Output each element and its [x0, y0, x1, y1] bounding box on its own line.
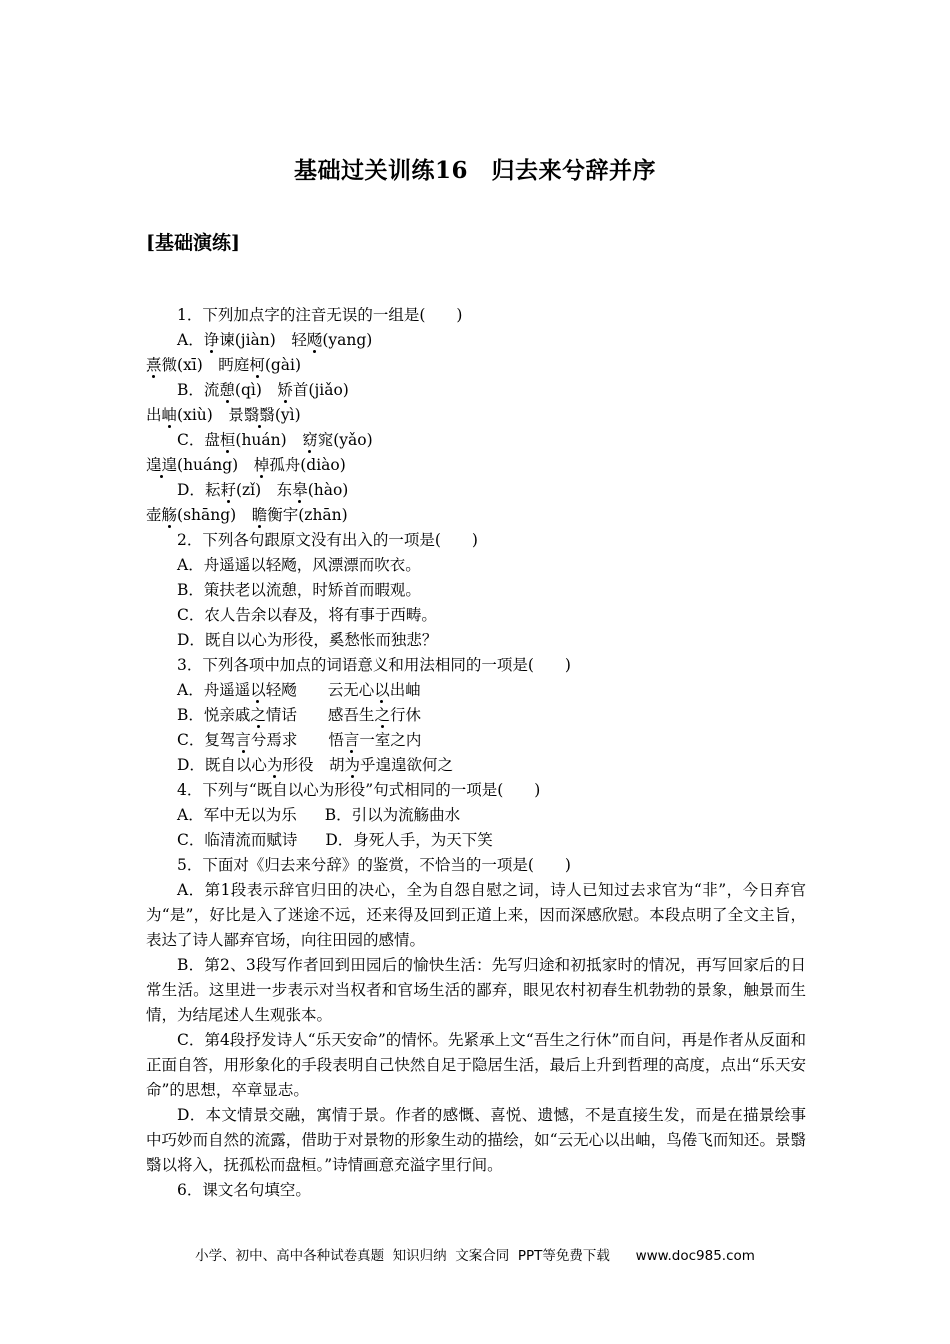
emphasis-dot: 憩: [219, 381, 235, 399]
q1-option-a: A．诤谏(jiàn) 轻飏(yang): [177, 331, 373, 349]
emphasis-dot: 熹: [146, 356, 162, 374]
q4-option-b: B．引以为流觞曲水: [324, 806, 461, 824]
page-title: 基础过关训练16 归去来兮辞并序: [293, 157, 656, 184]
q1-option-d-cont: 壶觞(shāng) 瞻衡宇(zhān): [146, 506, 348, 524]
q5-option-b: B．第2、3段写作者回到田园后的愉快生活：先写归途和初抵家时的情况，再写回家后的日常生活。这里进一步表示对当权者和官场生活的鄙弃，眼见农村初春生机勃勃的景象，触景而生情，为结尾述人生观张本。: [146, 956, 806, 1024]
q2-option-b: B．策扶老以流憩，时矫首而暇观。: [177, 581, 421, 599]
emphasis-dot: 窈: [302, 431, 318, 449]
question-list: [146, 303, 806, 1203]
q2-option-a: A．舟遥遥以轻飏，风漂漂而吹衣。: [177, 556, 421, 574]
q3-option-d: D．既自以心为形役 胡为乎遑遑欲何之: [177, 756, 453, 774]
emphasis-dot: 以: [374, 681, 390, 699]
q4-option-c: C．临清流而赋诗: [177, 831, 298, 849]
q1-option-c: C．盘桓(huán) 窈窕(yǎo): [177, 431, 373, 449]
emphasis-dot: 桓: [219, 431, 236, 449]
question-3-stem: 3．下列各项中加点的词语意义和用法相同的一项是( ): [177, 656, 571, 674]
emphasis-dot: 诤: [203, 331, 220, 349]
emphasis-dot: 棹: [253, 456, 270, 474]
emphasis-dot: 以: [250, 681, 266, 699]
q1-option-b: B．流憩(qì) 矫首(jiǎo): [177, 381, 349, 399]
footer-text: 小学、初中、高中各种试卷真题 知识归纳 文案合同 PPT等免费下载 www.doc985.com: [195, 1248, 755, 1264]
emphasis-dot: 言: [235, 731, 251, 749]
question-2-stem: 2．下列各句跟原文没有出入的一项是( ): [177, 531, 478, 549]
emphasis-dot: 为: [266, 756, 283, 774]
q5-option-c: C．第4段抒发诗人“乐天安命”的情怀。先紧承上文“吾生之行休”而自问，再是作者从反面和正面自答，用形象化的手段表明自己快然自足于隐居生活，最后上升到哲理的高度，点出“乐天安命”的思想，卒章显志。: [146, 1031, 806, 1099]
emphasis-dot: 瞻: [251, 506, 268, 524]
emphasis-dot: 飏: [306, 331, 323, 349]
q1-option-a-cont: 熹微(xī) 眄庭柯(gài): [146, 356, 302, 374]
q4-options-cd: [146, 828, 806, 853]
q2-option-c: C．农人告余以春及，将有事于西畴。: [177, 606, 437, 624]
emphasis-dot: 翳翳: [243, 406, 275, 424]
question-4-stem: 4．下列与“既自以心为形役”句式相同的一项是( ): [177, 781, 541, 799]
q3-option-c: C．复驾言兮焉求 悟言一室之内: [177, 731, 422, 749]
emphasis-dot: 耔: [220, 481, 236, 499]
q1-option-b-cont: 出岫(xiù) 景翳翳(yì): [146, 406, 301, 424]
q5-option-d: D．本文情景交融，寓情于景。作者的感慨、喜悦、遗憾，不是直接生发，而是在描景绘事中巧妙而自然的流露，借助于对景物的形象生动的描绘，如“云无心以出岫，鸟倦飞而知还。景翳翳以将入，抚孤松而盘桓。”诗情画意充溢字里行间。: [146, 1106, 806, 1174]
q2-option-d: D．既自以心为形役，奚愁怅而独悲？: [177, 631, 438, 649]
q4-options-ab: [146, 803, 806, 828]
emphasis-dot: 之: [250, 706, 266, 724]
q1-option-c-cont: 遑遑(huáng) 棹孤舟(diào): [146, 456, 346, 474]
emphasis-dot: 皋: [292, 481, 308, 499]
emphasis-dot: 岫: [161, 406, 178, 424]
question-1-stem: 1．下列加点字的注音无误的一组是( ): [177, 306, 463, 324]
q1-option-d: D．耘耔(zǐ) 东皋(hào): [177, 481, 349, 499]
q4-option-d: D．身死人手，为天下笑: [325, 831, 493, 849]
q5-option-a: A．第1段表示辞官归田的决心，全为自怨自慰之词，诗人已知过去求官为“非”，今日弃官为“是”，好比是入了迷途不远，还来得及回到正道上来，因而深感欣慰。本段点明了全文主旨，表达了诗人鄙弃官场，向往田园的感情。: [146, 881, 806, 949]
q3-option-b: B．悦亲戚之情话 感吾生之行休: [177, 706, 421, 724]
emphasis-dot: 之: [374, 706, 390, 724]
emphasis-dot: 遑遑: [146, 456, 178, 474]
emphasis-dot: 言: [343, 731, 360, 749]
q4-option-a: A．军中无以为乐: [177, 806, 297, 824]
emphasis-dot: 柯: [249, 356, 265, 374]
emphasis-dot: 为: [344, 756, 360, 774]
question-5-stem: 5．下面对《归去来兮辞》的鉴赏，不恰当的一项是( ): [177, 856, 571, 874]
question-6-stem: 6．课文名句填空。: [177, 1181, 311, 1199]
emphasis-dot: 觞: [161, 506, 178, 524]
emphasis-dot: 矫: [277, 381, 293, 399]
q3-option-a: A．舟遥遥以轻飏 云无心以出岫: [177, 681, 421, 699]
section-heading: [基础演练]: [146, 232, 240, 254]
